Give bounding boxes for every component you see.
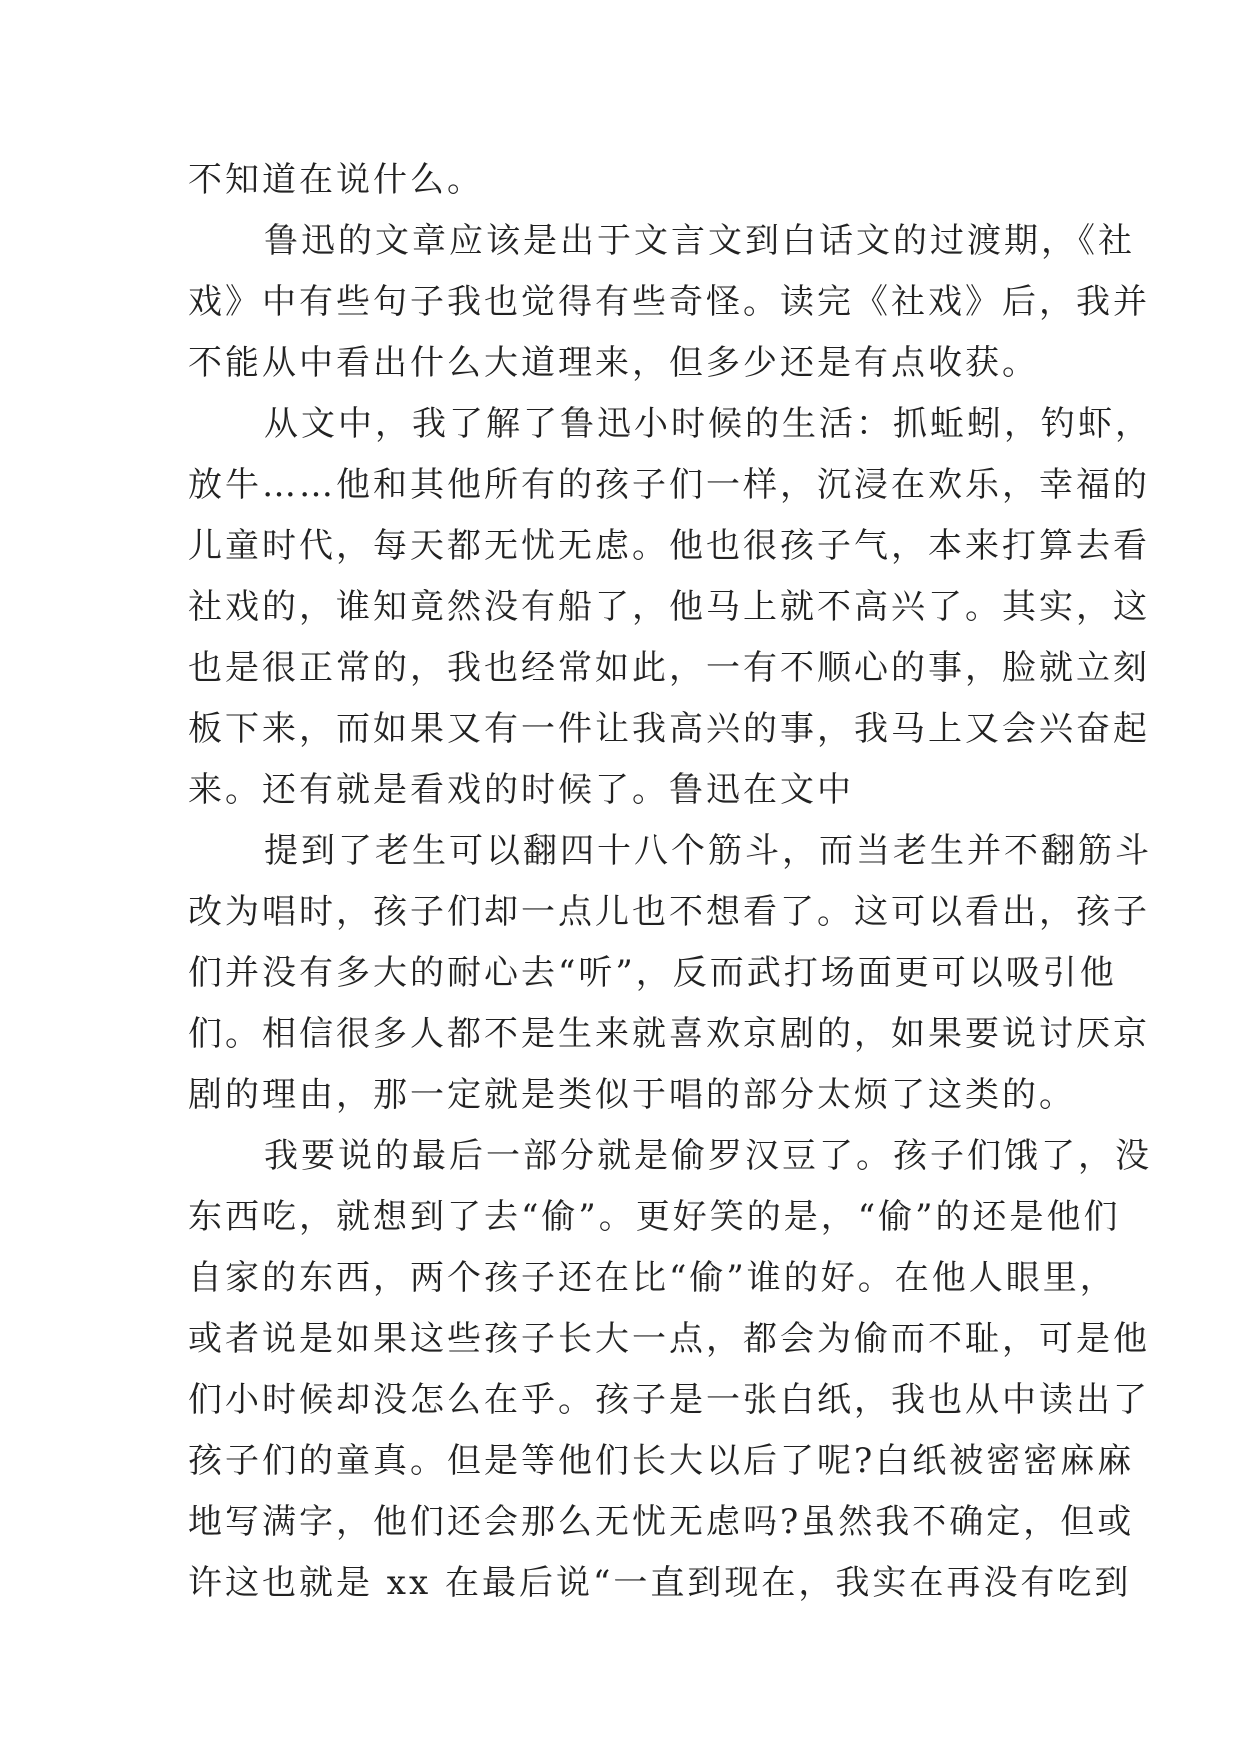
text-line: 板下来，而如果又有一件让我高兴的事，我马上又会兴奋起 [188, 709, 1150, 749]
text-line: 不知道在说什么。 [188, 160, 484, 200]
text-line: 也是很正常的，我也经常如此，一有不顺心的事，脸就立刻 [188, 648, 1150, 688]
text-line: 鲁迅的文章应该是出于文言文到白话文的过渡期，《社 [264, 221, 1135, 261]
text-line: 地写满字，他们还会那么无忧无虑吗?虽然我不确定，但或 [188, 1502, 1135, 1542]
text-line: 戏》中有些句子我也觉得有些奇怪。读完《社戏》后，我并 [188, 282, 1150, 322]
text-line: 自家的东西，两个孩子还在比“偷”谁的好。在他人眼里， [188, 1258, 1117, 1298]
body-text [188, 150, 1152, 1614]
text-line: 剧的理由，那一定就是类似于唱的部分太烦了这类的。 [188, 1075, 1076, 1115]
text-line: 社戏的，谁知竟然没有船了，他马上就不高兴了。其实，这 [188, 587, 1150, 627]
text-line: 许这也就是 xx 在最后说“一直到现在，我实在再没有吃到 [188, 1563, 1132, 1603]
text-line: 们并没有多大的耐心去“听”，反而武打场面更可以吸引他 [188, 953, 1117, 993]
text-line: 提到了老生可以翻四十八个筋斗，而当老生并不翻筋斗 [264, 831, 1152, 871]
text-line: 儿童时代，每天都无忧无虑。他也很孩子气，本来打算去看 [188, 526, 1150, 566]
text-line: 或者说是如果这些孩子长大一点，都会为偷而不耻，可是他 [188, 1319, 1150, 1359]
text-line: 不能从中看出什么大道理来，但多少还是有点收获。 [188, 343, 1039, 383]
text-line: 改为唱时，孩子们却一点儿也不想看了。这可以看出，孩子 [188, 892, 1150, 932]
text-line: 东西吃，就想到了去“偷”。更好笑的是，“偷”的还是他们 [188, 1197, 1121, 1237]
text-line: 从文中，我了解了鲁迅小时候的生活：抓蚯蚓，钓虾， [264, 404, 1152, 444]
text-line: 我要说的最后一部分就是偷罗汉豆了。孩子们饿了，没 [264, 1136, 1152, 1176]
text-line: 们小时候却没怎么在乎。孩子是一张白纸，我也从中读出了 [188, 1380, 1150, 1420]
text-line: 孩子们的童真。但是等他们长大以后了呢?白纸被密密麻麻 [188, 1441, 1135, 1481]
text-line: 放牛……他和其他所有的孩子们一样，沉浸在欢乐，幸福的 [188, 465, 1150, 505]
text-line: 们。相信很多人都不是生来就喜欢京剧的，如果要说讨厌京 [188, 1014, 1150, 1054]
text-line: 来。还有就是看戏的时候了。鲁迅在文中 [188, 770, 854, 810]
